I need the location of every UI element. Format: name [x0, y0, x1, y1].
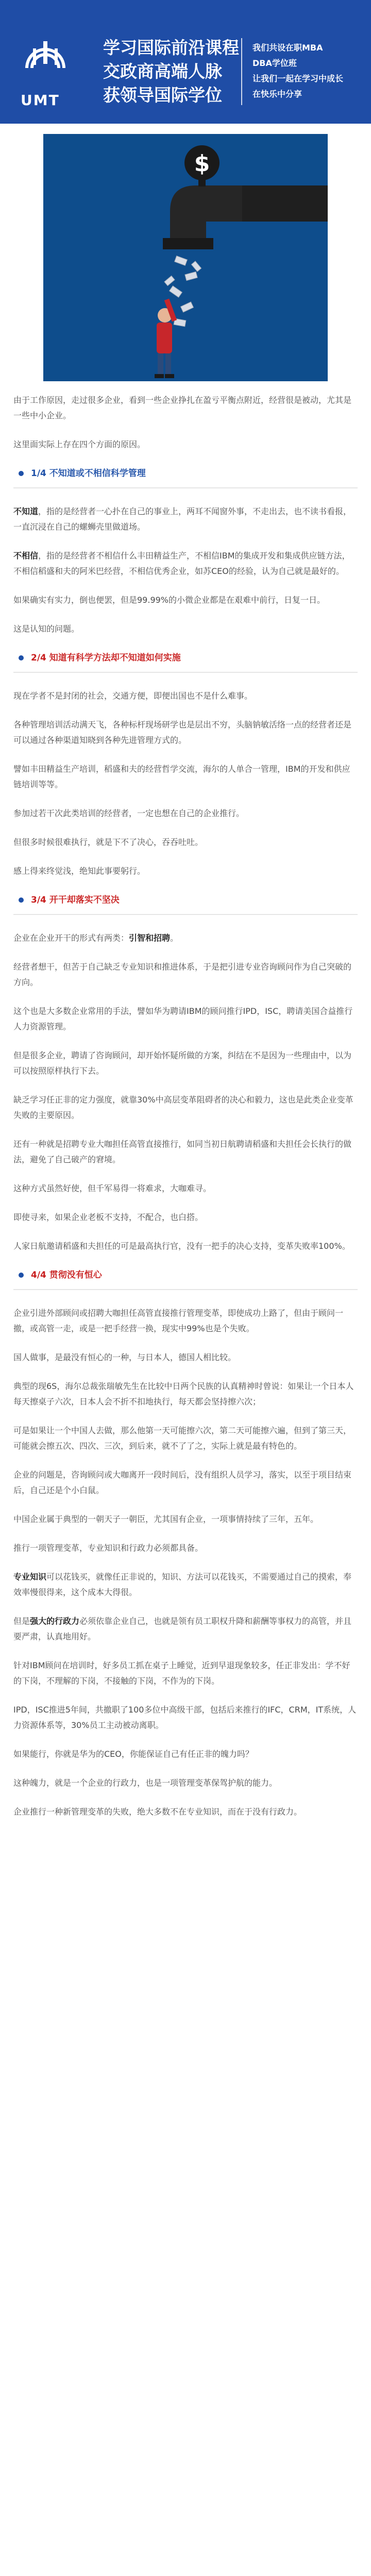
- paragraph: 还有一种就是招聘专业大咖担任高管直接推行，如同当初日航聘请稻盛和夫担任会长执行的做法，避免了自己破产的窘境。: [13, 1139, 352, 1164]
- article-body: [0, 386, 371, 1820]
- hero-illustration: [0, 124, 371, 386]
- banner-divider: [241, 38, 242, 105]
- section-title: 2/4 知道有科学方法却不知道如何实施: [31, 653, 181, 663]
- paragraph: 这种魄力，就是一个企业的行政力，也是一项管理变革保驾护航的能力。: [13, 1778, 278, 1788]
- paragraph: 这种方式虽然好使，但千军易得一将难求，大咖难寻。: [13, 1183, 212, 1193]
- section-title: 4/4 贯彻没有恒心: [31, 1270, 102, 1280]
- paragraph: 感上得来终觉浅，绝知此事要躬行。: [13, 866, 146, 876]
- banner-side-line: 我们共设在职MBA: [252, 43, 323, 53]
- paragraph: 针对IBM顾问在培训时，好多员工抓在桌子上睡觉，近到早退现象较多，任正非发出：学不好的下岗，不理解的下岗，不接触的下岗，不作为的下岗。: [13, 1660, 350, 1686]
- paragraph: 经营者想干，但苦于自己缺乏专业知识和推进体系，于是把引进专业咨询顾问作为自己突破的方向。: [13, 962, 352, 987]
- paragraph: 但很多时候很难执行，就是下不了决心，吞吞吐吐。: [13, 837, 204, 847]
- banner-headline: [103, 36, 239, 107]
- banner-side-line: 在快乐中分享: [252, 89, 302, 99]
- paragraph: 但是很多企业，聘请了咨询顾问，却开始怀疑所做的方案，纠结在不是因为一些理由中，以为可以按照原样执行下去。: [13, 1050, 352, 1076]
- paragraph: IPD，ISC推进5年间，共撤职了100多位中高级干部，包括后来推行的IFC，CRM，IT系统，人力资源体系等，30%员工主动被动离职。: [13, 1705, 357, 1730]
- intro-paragraph: 这里面实际上存在四个方面的原因。: [13, 439, 146, 449]
- bullet-dot-icon: [19, 897, 24, 903]
- paragraph: 但是强大的行政力必须依靠企业自己，也就是领有员工职权升降和薪酬等事权力的高管，并且要严肃，认真地用好。: [13, 1616, 352, 1641]
- paragraph: 典型的现6S，海尔总裁张瑞敏先生在比较中日两个民族的认真精神时曾说：如果让一个日本人每天擦桌子六次，日本人会不折不扣地执行，每天都会坚持擦六次；: [13, 1381, 354, 1406]
- bullet-dot-icon: [19, 1273, 24, 1278]
- paragraph: 中国企业属于典型的一朝天子一朝臣，尤其国有企业，一项事情持续了三年，五年。: [13, 1514, 319, 1524]
- section-divider: [13, 1289, 358, 1290]
- banner-side-line: 让我们一起在学习中成长: [252, 74, 344, 83]
- paragraph: 专业知识可以花钱买，就像任正非说的，知识、方法可以花钱买，不需要通过自己的摸索，奉效率慢很得来，这个成本大得很。: [13, 1572, 352, 1597]
- umt-logo-icon: [18, 37, 73, 94]
- section-heading: [13, 892, 358, 908]
- section-title: 3/4 开干却落实不坚决: [31, 895, 120, 905]
- banner-line: 学习国际前沿课程: [103, 38, 239, 58]
- paragraph: 缺乏学习任正非的定力强度，就靠30%中高层变革阻碍者的决心和毅力，这也是此类企业变革失败的主要原因。: [13, 1095, 353, 1120]
- paragraph: 人家日航邀请稻盛和夫担任的可是最高执行官，没有一把手的决心支持，变革失败率100%。: [13, 1241, 350, 1251]
- paragraph: 推行一项管理变革，专业知识和行政力必须都具备。: [13, 1543, 204, 1553]
- paragraph: 企业引进外部顾问或招聘大咖担任高管直接推行管理变革，即使成功上路了，但由于顾问一撤，或高管一走，或是一把手经营一换，现实中99%也是个失败。: [13, 1308, 344, 1333]
- paragraph: 这是认知的问题。: [13, 624, 80, 634]
- paragraph: 譬如丰田精益生产培训，稻盛和夫的经营哲学交流，海尔的人单合一管理，IBM的开发和供应链培训等等。: [13, 764, 350, 789]
- banner-side-text: [252, 40, 343, 102]
- paragraph: 不知道，指的是经营者一心扑在自己的事业上，两耳不闻窗外事，不走出去，也不读书看报，一直沉浸在自己的螺蛳壳里做道场。: [13, 506, 352, 532]
- section-heading: [13, 1267, 358, 1283]
- header-banner: [0, 0, 371, 124]
- section-divider: [13, 914, 358, 915]
- intro-paragraph: 由于工作原因，走过很多企业，看到一些企业挣扎在盈亏平衡点附近，经营很是被动，尤其是一些中小企业。: [13, 395, 352, 420]
- paragraph: 如果确实有实力，倒也便罢，但是99.99%的小微企业都是在艰难中前行，日复一日。: [13, 595, 326, 605]
- svg-text:$: $: [194, 150, 210, 177]
- paragraph: 现在学者不是封闭的社会，交通方便，即便出国也不是什么难事。: [13, 691, 253, 701]
- bullet-dot-icon: [19, 471, 24, 476]
- banner-side-line: DBA学位班: [252, 58, 297, 68]
- section-title: 1/4 不知道或不相信科学管理: [31, 468, 146, 479]
- paragraph: 不相信，指的是经营者不相信什么丰田精益生产，不相信IBM的集成开发和集成供应链方法，不相信稻盛和夫的阿米巴经营，不相信优秀企业，如苏CEO的经验，认为自己就是最好的。: [13, 551, 350, 576]
- paragraph: 这个也是大多数企业常用的手法，譬如华为聘请IBM的顾问推行IPD，ISC，聘请美国合益推行人力资源管理。: [13, 1006, 353, 1031]
- paragraph: 企业在企业开干的形式有两类：引智和招聘。: [13, 933, 179, 943]
- paragraph: 即使寻来，如果企业老板不支持，不配合，也白搭。: [13, 1212, 204, 1222]
- paragraph: 国人做事，是最没有恒心的一种，与日本人，德国人相比较。: [13, 1352, 237, 1362]
- banner-line: 交政商高端人脉: [103, 61, 222, 81]
- paragraph: 参加过若干次此类培训的经营者，一定也想在自己的企业推行。: [13, 808, 245, 818]
- section-heading: [13, 650, 358, 666]
- section-divider: [13, 672, 358, 673]
- section-heading: [13, 466, 358, 481]
- paragraph: 可是如果让一个中国人去做，那么他第一天可能擦六次，第二天可能擦六遍，但到了第三天，可能就会擦五次、四次、三次，到后来，就不了了之，实际上就是最有特色的。: [13, 1426, 352, 1451]
- section-divider: [13, 487, 358, 488]
- money-pipe-illustration-icon: [0, 124, 371, 386]
- paragraph: 如果能行，你就是华为的CEO，你能保证自己有任正非的魄力吗？: [13, 1749, 254, 1759]
- paragraph: 企业的问题是，咨询顾问或大咖离开一段时间后，没有组织人员学习，落实，以至于项目结束后，自己还是个小白鼠。: [13, 1470, 352, 1495]
- bullet-dot-icon: [19, 655, 24, 660]
- paragraph: 企业推行一种新管理变革的失败，绝大多数不在专业知识，而在于没有行政力。: [13, 1807, 302, 1817]
- banner-line: 获领导国际学位: [103, 85, 222, 105]
- paragraph: 各种管理培训活动满天飞，各种标杆现场研学也是层出不穷，头脑钠敏活络一点的经营者还是可以通过各种渠道知晓到各种先进管理方式的。: [13, 720, 352, 745]
- logo-wordmark: UMT: [21, 92, 60, 109]
